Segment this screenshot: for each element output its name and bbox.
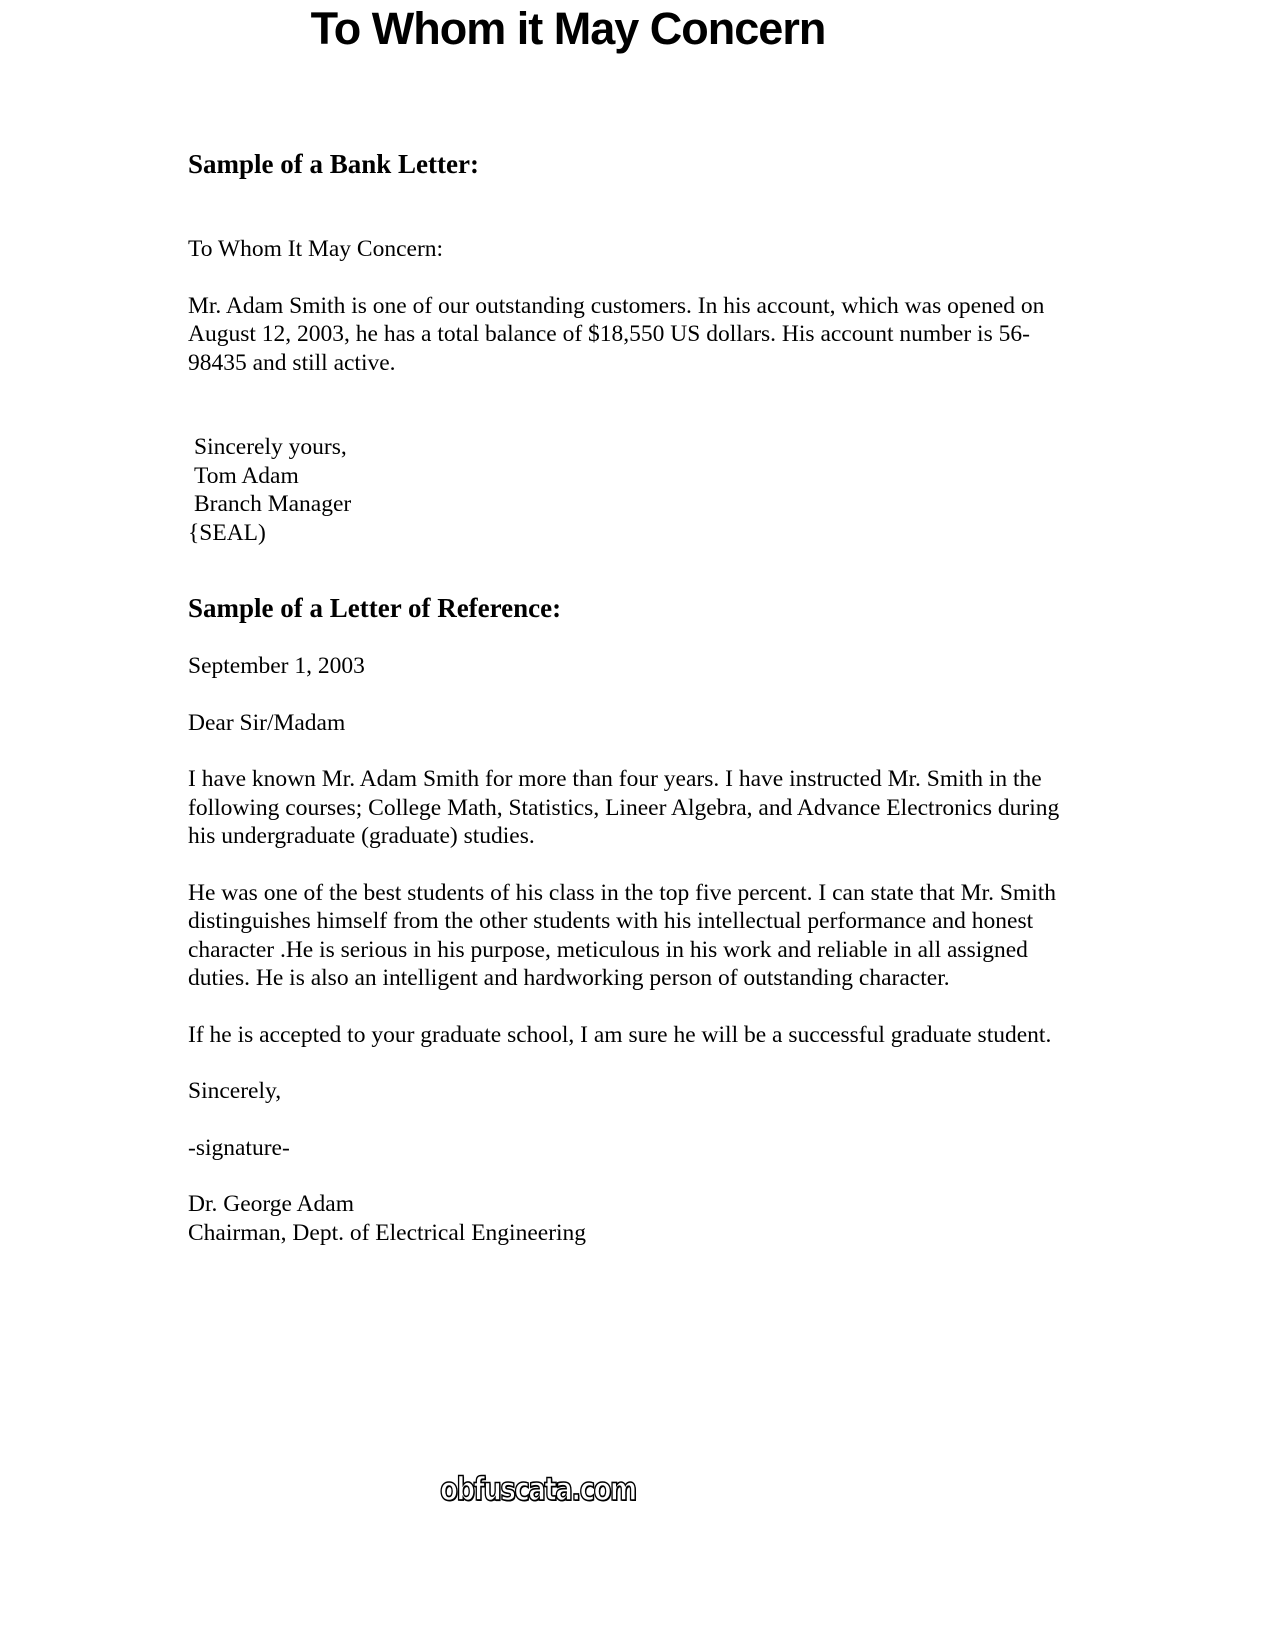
reference-letter-paragraph: I have known Mr. Adam Smith for more than four years. I have instructed Mr. Smith in the following courses; College Math, Statistics, Lineer Algebra, and Advance Electronics during his undergraduate (graduate) studies. [188,766,1060,849]
bank-letter-closing-block [188,433,1088,547]
watermark-logo: obfuscata.com [440,1470,636,1508]
reference-letter-signer-block [188,1190,1088,1247]
bank-letter-seal: {SEAL) [188,519,266,546]
reference-letter-signer-title: Chairman, Dept. of Electrical Engineering [188,1219,587,1246]
bank-letter-salutation: To Whom It May Concern: [188,236,444,262]
reference-letter-closing: Sincerely, [188,1078,282,1104]
reference-letter-signer-name: Dr. George Adam [188,1191,354,1217]
page-title: To Whom it May Concern [310,3,826,54]
document-body [188,148,1088,1247]
reference-letter-salutation: Dear Sir/Madam [188,709,346,736]
bank-letter-closing: Sincerely yours, [194,434,347,460]
reference-letter-date: September 1, 2003 [188,653,365,679]
bank-letter-heading: Sample of a Bank Letter: [188,149,479,179]
reference-letter-paragraph: He was one of the best students of his class in the top five percent. I can state that Mr. Smith distinguishes himself from the other students with his intellectual performance and honest character .He is serious in his purpose, meticulous in his work and reliable in all assigned duties. He is also an intelligent and hardworking person of outstanding character. [188,879,1056,991]
bank-letter-body: Mr. Adam Smith is one of our outstanding customers. In his account, which was opened on August 12, 2003, he has a total balance of $18,550 US dollars. His account number is 56-98435 and still active. [188,292,1045,376]
bank-letter-signer-name: Tom Adam [194,462,299,489]
bank-letter-signer-title: Branch Manager [194,491,352,517]
reference-letter-signature: -signature- [188,1134,290,1161]
reference-letter-heading: Sample of a Letter of Reference: [188,593,562,623]
reference-letter-paragraph: If he is accepted to your graduate school, I am sure he will be a successful graduate student. [188,1021,1052,1048]
